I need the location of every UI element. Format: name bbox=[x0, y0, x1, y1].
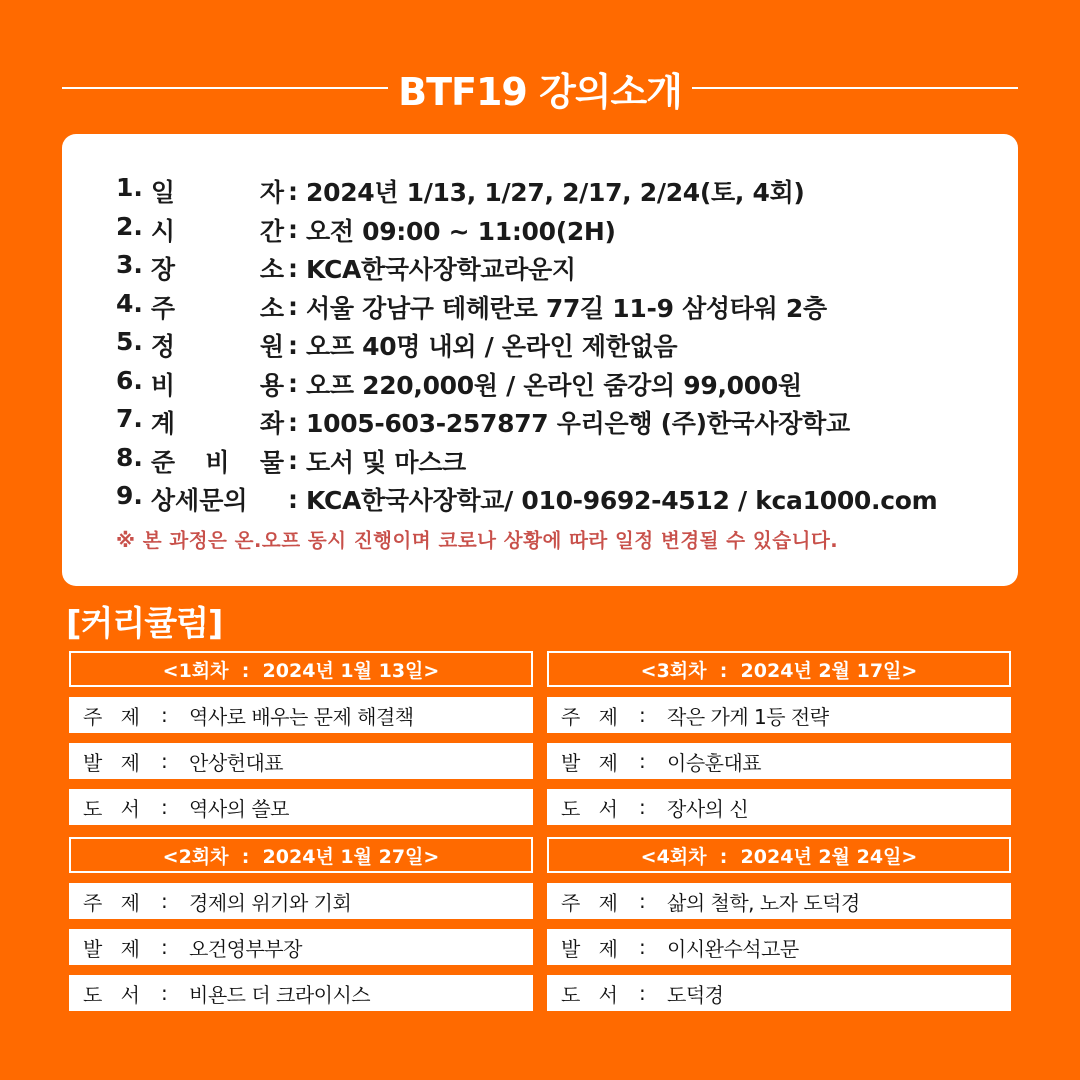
session-row-book bbox=[547, 975, 1011, 1011]
row-value: 비욘드 더 크라이시스 bbox=[189, 982, 371, 1007]
row-colon: : bbox=[161, 703, 168, 727]
info-label-part: 용 bbox=[259, 370, 284, 400]
row-label: 발 제 bbox=[561, 750, 624, 775]
row-colon: : bbox=[161, 935, 168, 959]
info-number: 3. bbox=[116, 250, 143, 280]
session-4 bbox=[547, 837, 1011, 1011]
info-label-part: 비 bbox=[150, 370, 176, 400]
info-colon: : bbox=[288, 253, 298, 283]
page-title: BTF19 강의소개 bbox=[398, 69, 682, 114]
info-card bbox=[62, 134, 1018, 586]
info-row bbox=[116, 480, 1018, 519]
info-row bbox=[116, 442, 1018, 481]
info-colon: : bbox=[288, 369, 298, 399]
info-row bbox=[116, 403, 1018, 442]
info-label-part: 비 bbox=[205, 447, 230, 477]
session-header: <3회차 : 2024년 2월 17일> bbox=[547, 651, 1011, 687]
row-colon: : bbox=[161, 795, 168, 819]
info-value: 도서 및 마스크 bbox=[306, 447, 466, 477]
row-label: 발 제 bbox=[561, 936, 624, 961]
title-line-left bbox=[62, 87, 388, 89]
session-row-book bbox=[69, 975, 533, 1011]
info-label-part: 주 bbox=[150, 293, 176, 323]
info-number: 8. bbox=[116, 442, 143, 472]
row-value: 도덕경 bbox=[667, 982, 724, 1007]
info-number: 4. bbox=[116, 288, 143, 318]
info-number: 6. bbox=[116, 365, 143, 395]
info-number: 5. bbox=[116, 327, 143, 357]
info-number: 7. bbox=[116, 404, 143, 434]
info-colon: : bbox=[288, 446, 298, 476]
row-label: 도 서 bbox=[561, 982, 624, 1007]
info-row bbox=[116, 365, 1018, 404]
info-label-part: 상세문의 bbox=[150, 486, 248, 516]
row-value: 역사로 배우는 문제 해결책 bbox=[189, 704, 414, 729]
info-number: 1. bbox=[116, 173, 143, 203]
row-value: 작은 가게 1등 전략 bbox=[667, 704, 829, 729]
header bbox=[62, 58, 1018, 118]
info-colon: : bbox=[288, 176, 298, 206]
info-label bbox=[116, 289, 288, 325]
row-label: 도 서 bbox=[83, 796, 146, 821]
row-label: 주 제 bbox=[83, 704, 146, 729]
info-colon: : bbox=[288, 484, 298, 514]
info-label bbox=[116, 366, 288, 402]
row-colon: : bbox=[639, 703, 646, 727]
info-label-part: 준 bbox=[150, 447, 176, 477]
row-label: 주 제 bbox=[561, 704, 624, 729]
info-row bbox=[116, 249, 1018, 288]
session-row-presenter bbox=[547, 929, 1011, 965]
info-label-part: 정 bbox=[150, 332, 176, 362]
info-label bbox=[116, 443, 288, 479]
info-colon: : bbox=[288, 215, 298, 245]
info-colon: : bbox=[288, 330, 298, 360]
row-colon: : bbox=[161, 749, 168, 773]
session-row-presenter bbox=[69, 743, 533, 779]
info-label-part: 계 bbox=[150, 409, 176, 439]
row-colon: : bbox=[639, 795, 646, 819]
info-label-part: 소 bbox=[259, 255, 284, 285]
row-label: 도 서 bbox=[83, 982, 146, 1007]
session-header: <2회차 : 2024년 1월 27일> bbox=[69, 837, 533, 873]
info-label-part: 일 bbox=[150, 178, 176, 208]
info-list bbox=[116, 172, 1018, 519]
row-label: 주 제 bbox=[561, 890, 624, 915]
info-row bbox=[116, 211, 1018, 250]
info-label-part: 물 bbox=[259, 447, 284, 477]
session-row-topic bbox=[69, 697, 533, 733]
session-row-topic bbox=[547, 697, 1011, 733]
info-row bbox=[116, 288, 1018, 327]
session-row-topic bbox=[547, 883, 1011, 919]
info-label bbox=[116, 404, 288, 440]
session-3 bbox=[547, 651, 1011, 825]
row-value: 경제의 위기와 기회 bbox=[189, 890, 352, 915]
info-number: 9. bbox=[116, 481, 143, 511]
info-label bbox=[116, 481, 288, 517]
info-colon: : bbox=[288, 407, 298, 437]
info-number: 2. bbox=[116, 211, 143, 241]
session-header: <1회차 : 2024년 1월 13일> bbox=[69, 651, 533, 687]
row-label: 발 제 bbox=[83, 936, 146, 961]
session-row-presenter bbox=[69, 929, 533, 965]
session-1 bbox=[69, 651, 533, 825]
row-value: 안상헌대표 bbox=[189, 750, 284, 775]
row-label: 주 제 bbox=[83, 890, 146, 915]
row-colon: : bbox=[639, 749, 646, 773]
info-label-part: 좌 bbox=[259, 409, 284, 439]
info-value: KCA한국사장학교/ 010-9692-4512 / kca1000.com bbox=[306, 486, 938, 516]
info-label-part: 자 bbox=[259, 178, 284, 208]
info-value: 오전 09:00 ~ 11:00(2H) bbox=[306, 216, 616, 246]
info-label bbox=[116, 250, 288, 286]
row-value: 오건영부부장 bbox=[189, 936, 302, 961]
notice-text: ※ 본 과정은 온.오프 동시 진행이며 코로나 상황에 따라 일정 변경될 수 있습니다. bbox=[116, 528, 839, 552]
row-colon: : bbox=[639, 981, 646, 1005]
row-value: 삶의 철학, 노자 도덕경 bbox=[667, 890, 860, 915]
row-value: 이승훈대표 bbox=[667, 750, 762, 775]
session-row-book bbox=[547, 789, 1011, 825]
info-label bbox=[116, 173, 288, 209]
info-label-part: 간 bbox=[259, 216, 284, 246]
session-header: <4회차 : 2024년 2월 24일> bbox=[547, 837, 1011, 873]
session-row-topic bbox=[69, 883, 533, 919]
session-2 bbox=[69, 837, 533, 1011]
info-value: KCA한국사장학교라운지 bbox=[306, 255, 576, 285]
info-label-part: 시 bbox=[150, 216, 176, 246]
info-value: 오프 40명 내외 / 온라인 제한없음 bbox=[306, 332, 678, 362]
info-value: 2024년 1/13, 1/27, 2/17, 2/24(토, 4회) bbox=[306, 178, 805, 208]
info-value: 서울 강남구 테헤란로 77길 11-9 삼성타워 2층 bbox=[306, 293, 827, 323]
info-value: 오프 220,000원 / 온라인 줌강의 99,000원 bbox=[306, 370, 802, 400]
info-label bbox=[116, 327, 288, 363]
row-label: 발 제 bbox=[83, 750, 146, 775]
info-label-part: 소 bbox=[259, 293, 284, 323]
info-row bbox=[116, 326, 1018, 365]
title-line-right bbox=[692, 87, 1018, 89]
row-colon: : bbox=[639, 935, 646, 959]
row-value: 장사의 신 bbox=[667, 796, 749, 821]
info-label bbox=[116, 212, 288, 248]
row-colon: : bbox=[639, 889, 646, 913]
info-label-part: 장 bbox=[150, 255, 176, 285]
row-colon: : bbox=[161, 981, 168, 1005]
row-label: 도 서 bbox=[561, 796, 624, 821]
info-value: 1005-603-257877 우리은행 (주)한국사장학교 bbox=[306, 409, 850, 439]
info-row bbox=[116, 172, 1018, 211]
row-value: 이시완수석고문 bbox=[667, 936, 799, 961]
session-row-presenter bbox=[547, 743, 1011, 779]
info-label-part: 원 bbox=[259, 332, 284, 362]
row-value: 역사의 쓸모 bbox=[189, 796, 289, 821]
session-row-book bbox=[69, 789, 533, 825]
info-colon: : bbox=[288, 292, 298, 322]
row-colon: : bbox=[161, 889, 168, 913]
curriculum-title: [커리큘럼] bbox=[66, 604, 223, 644]
